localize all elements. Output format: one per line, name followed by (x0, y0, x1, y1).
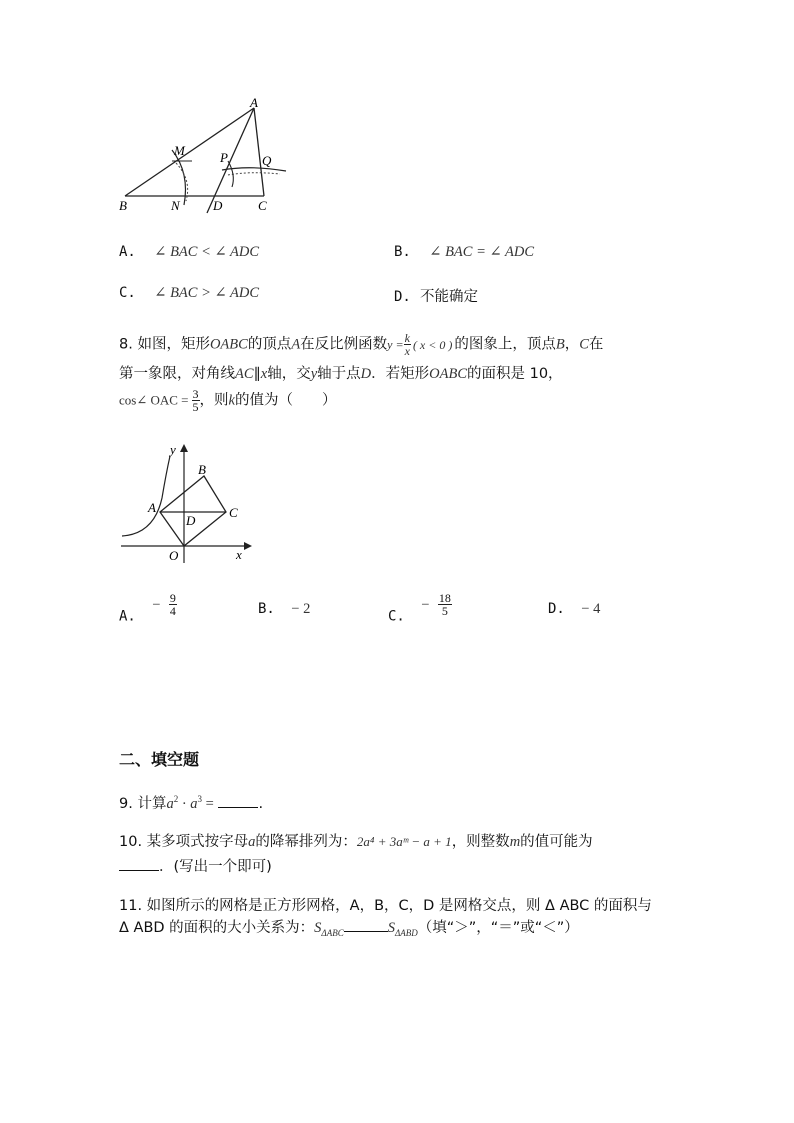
math: a (190, 796, 198, 812)
label-c: C (229, 505, 238, 520)
math: S (314, 920, 322, 936)
label-a: A (250, 95, 258, 110)
text: ．若矩形 (371, 366, 430, 382)
math: AC (235, 366, 254, 382)
text: 的降幂排列为： (255, 834, 357, 850)
option-text: ∠ BAC > ∠ ADC (154, 285, 260, 301)
math: · (178, 796, 191, 812)
arc-m (172, 150, 186, 205)
label-p: P (220, 150, 228, 165)
text: 8. 如图，矩形 (119, 336, 210, 353)
numerator: 3 (192, 387, 199, 401)
text: Δ ABD 的面积的大小关系为： (119, 920, 315, 936)
math: y = (387, 337, 404, 352)
label-a: A (148, 500, 156, 515)
numerator: k (404, 331, 410, 345)
answer-blank[interactable] (218, 795, 258, 808)
math: y (310, 366, 318, 382)
numerator: 18 (438, 591, 451, 605)
option-fraction (438, 592, 452, 617)
math: k (228, 392, 235, 409)
option-sign: − (152, 596, 161, 613)
denominator: 4 (169, 604, 176, 618)
text: 的值为（ ） (234, 392, 337, 409)
section-title: 二、填空题 (119, 750, 200, 769)
arc-pq-dashed (228, 173, 280, 175)
subscript: ΔABD (394, 927, 418, 938)
math: B (555, 336, 565, 353)
denominator: x (404, 344, 410, 358)
text: ，则 (199, 392, 229, 409)
text: ∥ (253, 366, 261, 382)
option-letter: B. (394, 244, 411, 260)
label-m: M (174, 143, 185, 158)
label-b: B (198, 462, 206, 477)
label-q: Q (262, 153, 272, 168)
option-text: ∠ BAC < ∠ ADC (154, 244, 260, 260)
math: C (579, 336, 589, 353)
math: OABC (209, 336, 248, 353)
q11-line-1: 11. 如图所示的网格是正方形网格，A，B，C，D 是网格交点，则 Δ ABC 的面积与 (119, 898, 652, 914)
rectangle-oabc (160, 476, 226, 546)
math: a (248, 834, 256, 850)
q8-line-2 (119, 362, 563, 383)
x-axis-arrow (244, 542, 252, 550)
math: OABC (429, 366, 467, 382)
q10-line-2 (119, 855, 272, 876)
math: a (166, 796, 174, 812)
text: 10. 某多项式按字母 (119, 834, 249, 850)
text: ．(写出一个即可) (159, 859, 272, 875)
polynomial: 2a⁴ + 3aᵐ − a + 1 (356, 834, 452, 849)
denominator: 5 (441, 604, 448, 618)
text: 在反比例函数 (300, 336, 388, 353)
subscript: ΔABC (321, 927, 344, 938)
math: cos∠ OAC = (119, 392, 189, 408)
text: . (258, 796, 264, 812)
q7-option-c[interactable] (119, 285, 259, 302)
q8-line-3 (119, 388, 336, 413)
label-b: B (119, 198, 127, 213)
denominator: 5 (192, 400, 199, 414)
text: 的值可能为 (520, 834, 593, 850)
option-text: − 4 (581, 601, 601, 617)
hyperbola-curve (122, 456, 170, 536)
option-letter: B. (258, 601, 275, 617)
text: 的顶点 (247, 336, 292, 353)
triangle-figure (110, 95, 300, 220)
option-text: 不能确定 (419, 289, 478, 305)
rectangle-figure (118, 438, 253, 568)
answer-blank[interactable] (344, 919, 388, 932)
option-letter: D. (548, 601, 565, 617)
option-text: − 2 (291, 601, 311, 617)
side-ac (254, 108, 264, 196)
math: D (360, 366, 372, 382)
text: ， (564, 336, 580, 353)
q8-option-a[interactable] (119, 592, 177, 625)
exponent: 2 (173, 794, 179, 805)
option-text: ∠ BAC = ∠ ADC (429, 244, 535, 260)
label-n: N (171, 198, 180, 213)
option-fraction (169, 592, 177, 617)
text: 的面积是 10， (467, 366, 563, 382)
label-d: D (213, 198, 223, 213)
text: 9. 计算 (119, 796, 167, 812)
q9 (119, 792, 263, 813)
text: 的图象上，顶点 (454, 336, 556, 353)
q8-option-b[interactable] (258, 601, 310, 618)
label-o: O (169, 548, 179, 563)
math: A (291, 336, 301, 353)
math: = (202, 796, 214, 812)
fraction-k-over-x (404, 332, 411, 357)
math: ( x < 0 ) (412, 337, 453, 352)
q10-line-1 (119, 830, 593, 851)
label-d: D (186, 513, 196, 528)
q8-option-d[interactable] (548, 601, 600, 618)
numerator: 9 (169, 591, 176, 605)
text: 第一象限，对角线 (119, 366, 235, 382)
option-letter: A. (119, 608, 136, 625)
exponent: 3 (197, 794, 203, 805)
option-letter: C. (119, 285, 136, 301)
q11-line-2 (119, 916, 579, 938)
text: ，则整数 (451, 834, 510, 850)
text: 在 (588, 336, 604, 353)
text: 轴于点 (317, 366, 361, 382)
option-letter: D. (394, 289, 411, 305)
q7-option-b[interactable] (394, 244, 534, 261)
q8-option-c[interactable] (388, 592, 452, 625)
option-letter: C. (388, 608, 405, 625)
q8-line-1 (119, 332, 603, 357)
label-x: x (236, 547, 242, 562)
option-sign: − (421, 596, 430, 613)
fraction-3-5 (192, 388, 200, 413)
y-axis-arrow (180, 444, 188, 452)
q7-option-d[interactable] (394, 285, 478, 306)
answer-blank[interactable] (119, 858, 159, 871)
math: m (509, 834, 521, 850)
option-letter: A. (119, 244, 136, 260)
math: x (260, 366, 268, 382)
label-c: C (258, 198, 267, 213)
q7-option-a[interactable] (119, 244, 259, 261)
math: S (387, 920, 395, 936)
label-y: y (170, 442, 176, 457)
text: （填“＞”，“＝”或“＜”） (417, 920, 579, 936)
text: 轴，交 (267, 366, 311, 382)
